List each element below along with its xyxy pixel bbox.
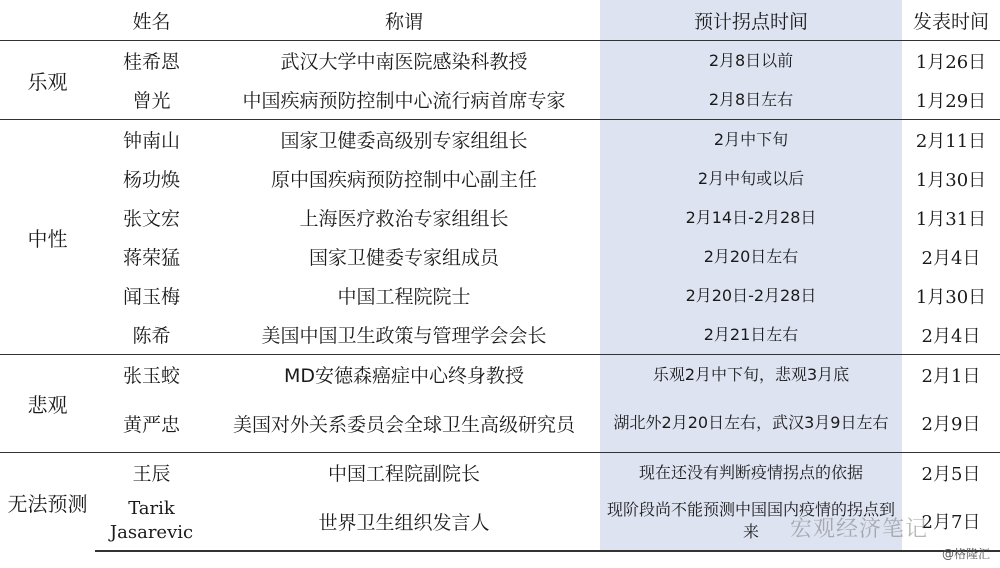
expert-title: 原中国疾病预防控制中心副主任 [270,169,537,191]
predicted-turning-point: 2月20日-2月28日 [600,276,902,315]
publish-date: 2月7日 [902,492,1000,551]
expert-name: 陈希 [132,325,171,347]
publish-date: 1月29日 [915,90,987,112]
header-title: 称谓 [208,0,600,41]
publish-date: 1月30日 [915,169,987,191]
predicted-turning-point: 乐观2月中下旬，悲观3月底 [600,355,902,395]
expert-name: 蒋荣猛 [122,247,180,269]
group-label-pessimistic: 悲观 [0,355,95,453]
table-row [0,198,1000,237]
expert-title: 中国工程院院士 [337,286,471,308]
header-prediction: 预计拐点时间 [600,0,902,41]
expert-title: 国家卫健委高级别专家组组长 [208,120,600,160]
expert-name: 张文宏 [122,208,180,230]
expert-title: 世界卫生组织发言人 [208,492,600,551]
table-row [0,237,1000,276]
table-row [0,355,1000,395]
predicted-turning-point: 2月8日以前 [600,41,902,81]
expert-title: 武汉大学中南医院感染科教授 [280,51,528,73]
expert-name: Tarik Jasarevic [95,492,208,551]
publish-date: 2月11日 [902,120,1000,160]
predicted-turning-point: 现在还没有判断疫情拐点的依据 [600,453,902,493]
expert-title: 国家卫健委专家组成员 [308,247,499,269]
publish-date: 2月4日 [921,325,981,347]
predicted-turning-point: 2月14日-2月28日 [600,198,902,237]
source-watermark: @格隆汇 [941,547,990,561]
expert-name: 王辰 [95,453,208,493]
predicted-turning-point: 2月21日左右 [600,315,902,355]
expert-title: 美国中国卫生政策与管理学会会长 [261,325,547,347]
header-group [0,0,95,41]
header-date: 发表时间 [902,0,1000,41]
expert-name: 曾光 [132,90,171,112]
group-label-optimistic: 乐观 [27,69,68,94]
expert-title: MD安德森癌症中心终身教授 [208,355,600,395]
table-row [0,453,1000,493]
predicted-turning-point: 2月中旬或以后 [600,159,902,198]
group-label-neutral: 中性 [0,120,95,355]
table-row [0,315,1000,355]
expert-title: 美国对外关系委员会全球卫生高级研究员 [232,413,575,436]
table-row [0,159,1000,198]
header-row [0,0,1000,41]
header-name: 姓名 [95,0,208,41]
expert-name: 钟南山 [95,120,208,160]
predicted-turning-point: 现阶段尚不能预测中国国内疫情的拐点到来 [600,492,902,551]
predicted-turning-point: 2月8日左右 [600,80,902,120]
publish-date: 2月9日 [921,414,981,435]
predicted-turning-point: 2月20日左右 [600,237,902,276]
group-label-unpredictable: 无法预测 [0,453,95,552]
expert-name: 张玉蛟 [95,355,208,395]
predicted-turning-point: 湖北外2月20日左右，武汉3月9日左右 [600,394,902,453]
expert-title: 中国工程院副院长 [208,453,600,493]
expert-name: 桂希恩 [122,51,180,73]
publish-date: 1月26日 [915,51,987,73]
expert-name: 杨功焕 [122,169,180,191]
expert-name: 黄严忠 [122,413,180,436]
table-row [0,276,1000,315]
expert-name: 闻玉梅 [122,286,180,308]
publish-date: 1月31日 [915,208,987,230]
table-row [0,41,1000,81]
table-row [0,120,1000,160]
publish-date: 2月4日 [921,247,981,269]
publish-date: 2月1日 [902,355,1000,395]
publish-date: 1月30日 [915,286,987,308]
predicted-turning-point: 2月中下旬 [600,120,902,160]
publish-date: 2月5日 [902,453,1000,493]
table-row [0,394,1000,453]
watermark: 宏观经济笔记 [790,517,929,542]
expert-title: 中国疾病预防控制中心流行病首席专家 [242,90,566,112]
expert-title: 上海医疗救治专家组组长 [299,208,509,230]
table-row [0,80,1000,120]
